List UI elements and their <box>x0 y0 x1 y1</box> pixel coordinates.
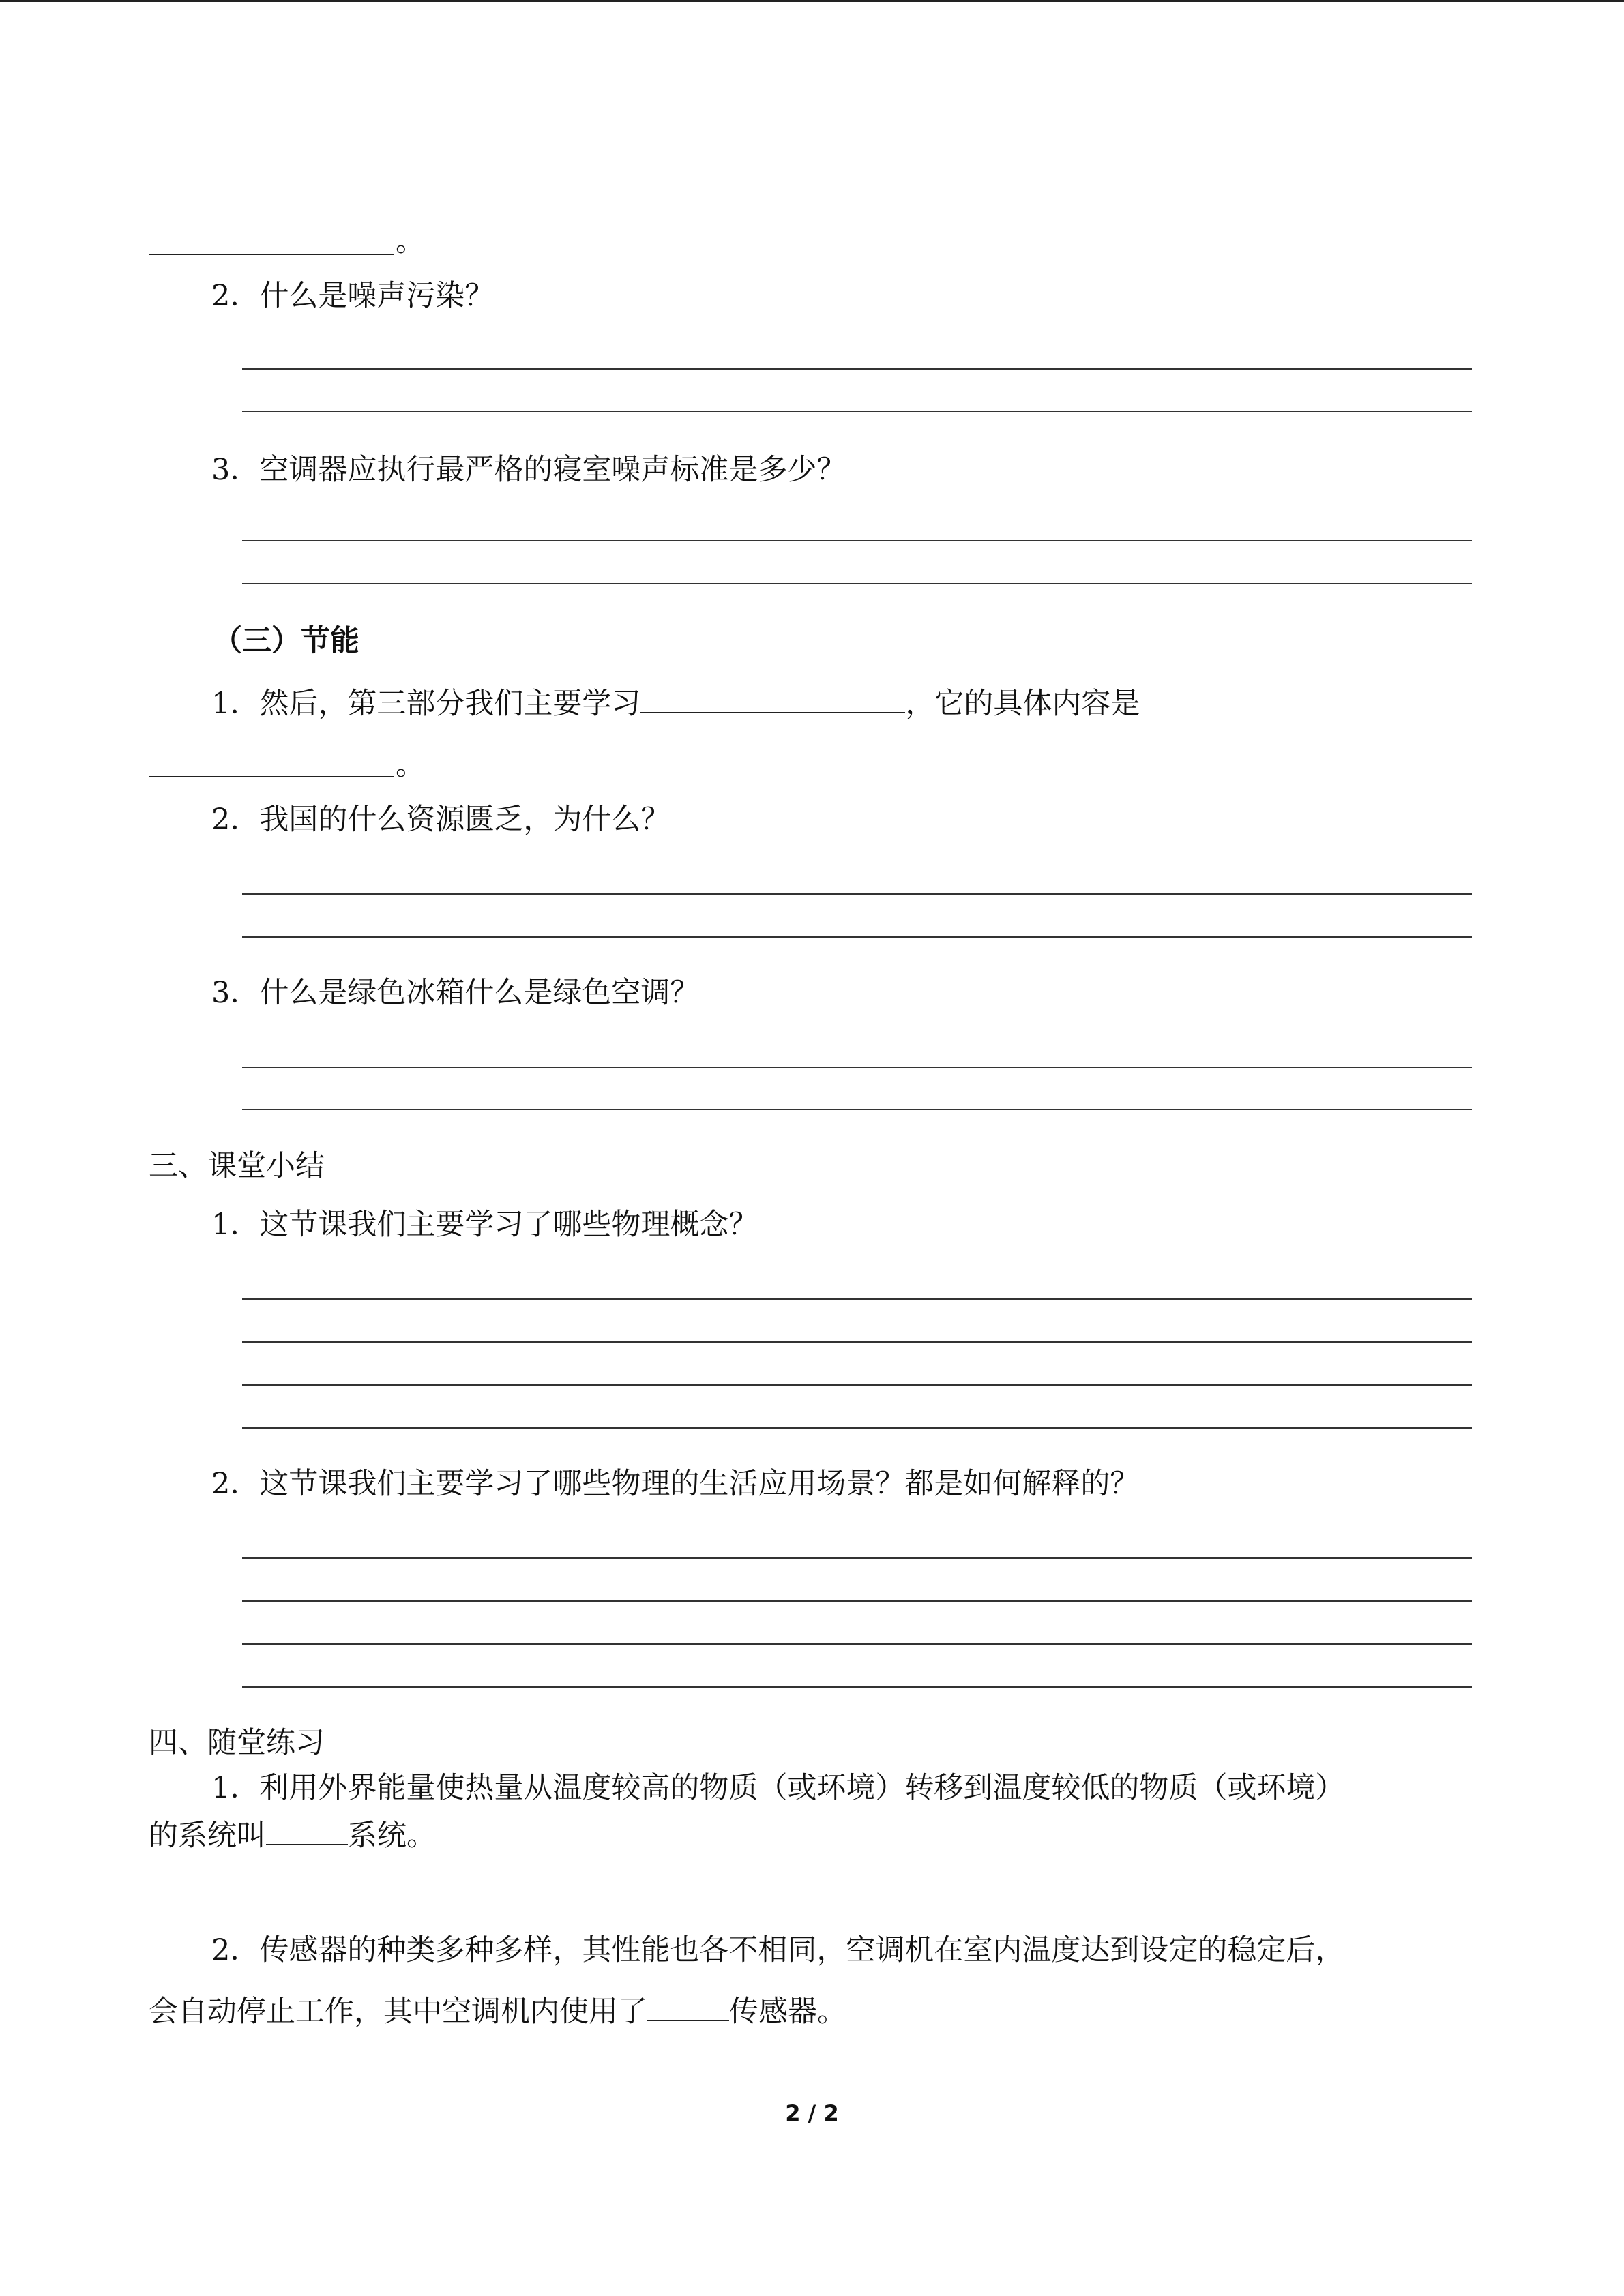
top-border <box>0 0 1624 2</box>
noise-question-3: 3．空调器应执行最严格的寝室噪声标准是多少？ <box>211 453 846 487</box>
answer-blank[interactable] <box>266 1814 348 1845</box>
answer-blank[interactable] <box>149 254 394 255</box>
answer-line[interactable] <box>242 368 1472 370</box>
energy-question-1 <box>211 682 1140 723</box>
energy-q1-suffix: ，它的具体内容是 <box>905 687 1140 721</box>
continuation-period: 。 <box>396 224 425 258</box>
answer-line[interactable] <box>242 1686 1472 1688</box>
practice-q2-line2 <box>149 1990 846 2031</box>
answer-line[interactable] <box>242 540 1472 541</box>
energy-q1-period: 。 <box>396 748 425 782</box>
practice-q2-suffix: 传感器。 <box>729 1995 846 2029</box>
practice-q1-line1: 1．利用外界能量使热量从温度较高的物质（或环境）转移到温度较低的物质（或环境） <box>211 1771 1345 1805</box>
summary-question-2: 2．这节课我们主要学习了哪些物理的生活应用场景？都是如何解释的？ <box>211 1467 1140 1501</box>
energy-q1-prefix: 1．然后，第三部分我们主要学习 <box>211 687 641 721</box>
energy-question-2: 2．我国的什么资源匮乏，为什么？ <box>211 803 670 837</box>
answer-line[interactable] <box>242 1067 1472 1068</box>
summary-question-1: 1．这节课我们主要学习了哪些物理概念？ <box>211 1208 758 1242</box>
answer-line[interactable] <box>242 1557 1472 1559</box>
practice-q2-line1: 2．传感器的种类多种多样，其性能也各不相同，空调机在室内温度达到设定的稳定后， <box>211 1933 1345 1967</box>
answer-line[interactable] <box>242 893 1472 895</box>
answer-blank[interactable] <box>640 682 905 713</box>
page-number: 2 / 2 <box>785 2100 839 2126</box>
practice-q2-prefix: 会自动停止工作，其中空调机内使用了 <box>149 1995 647 2029</box>
answer-line[interactable] <box>242 411 1472 412</box>
answer-blank[interactable] <box>647 1990 729 2021</box>
answer-line[interactable] <box>242 1341 1472 1343</box>
practice-q1-prefix: 的系统叫 <box>149 1819 266 1853</box>
answer-line[interactable] <box>242 1643 1472 1645</box>
answer-line[interactable] <box>242 1384 1472 1386</box>
answer-blank[interactable] <box>149 776 394 777</box>
practice-heading: 四、随堂练习 <box>149 1726 325 1760</box>
practice-q1-line2 <box>149 1814 436 1855</box>
answer-line[interactable] <box>242 1109 1472 1110</box>
answer-line[interactable] <box>242 1600 1472 1602</box>
answer-line[interactable] <box>242 1298 1472 1300</box>
practice-q1-suffix: 系统。 <box>348 1819 436 1853</box>
summary-heading: 三、课堂小结 <box>149 1149 325 1183</box>
answer-line[interactable] <box>242 1427 1472 1429</box>
noise-question-2: 2．什么是噪声污染？ <box>211 279 494 313</box>
answer-line[interactable] <box>242 936 1472 938</box>
answer-line[interactable] <box>242 583 1472 584</box>
energy-question-3: 3．什么是绿色冰箱什么是绿色空调？ <box>211 976 700 1010</box>
energy-heading: （三）节能 <box>213 624 359 658</box>
